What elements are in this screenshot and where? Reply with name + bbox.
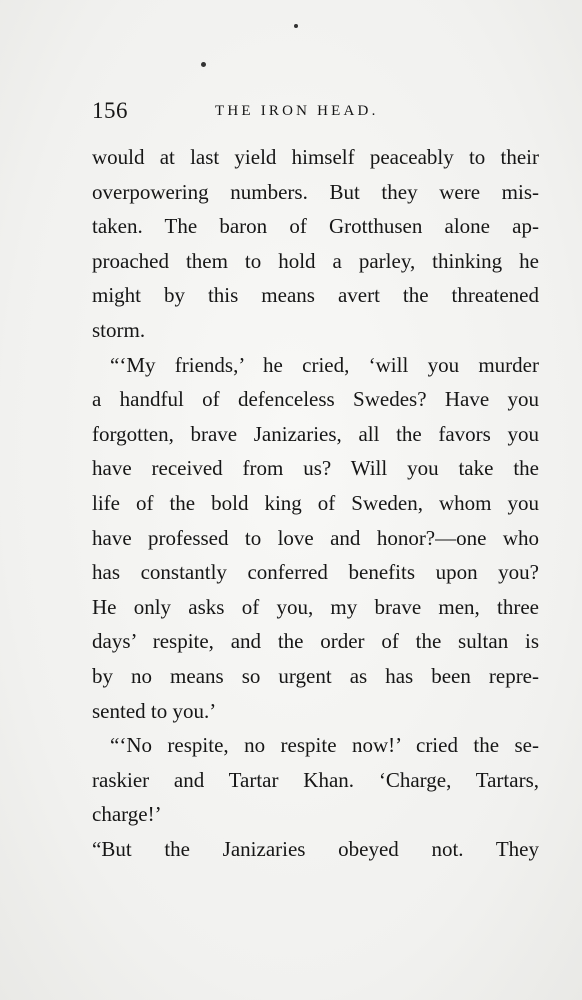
text-line: “‘My friends,’ he cried, ‘will you murder bbox=[110, 352, 539, 377]
text-line: would at last yield himself peaceably to their bbox=[92, 145, 539, 169]
text-line: overpowering numbers. But they were mis- bbox=[92, 179, 539, 204]
text-line: has constantly conferred benefits upon you? bbox=[92, 560, 539, 585]
text-line: days’ respite, and the order of the sultan is bbox=[92, 629, 539, 654]
running-title: THE IRON HEAD. bbox=[215, 103, 379, 119]
text-line: charge!’ bbox=[92, 802, 162, 827]
text-line: raskier and Tartar Khan. ‘Charge, Tartars, bbox=[92, 767, 539, 792]
text-line: by no means so urgent as has been repre- bbox=[92, 663, 539, 688]
running-head bbox=[92, 98, 539, 128]
text-line: “‘No respite, no respite now!’ cried the se- bbox=[110, 733, 539, 758]
text-line: sented to you.’ bbox=[92, 698, 217, 723]
ink-speck bbox=[201, 62, 206, 67]
text-line: He only asks of you, my brave men, three bbox=[92, 594, 539, 619]
text-line: have received from us? Will you take the bbox=[92, 456, 539, 481]
text-line: taken. The baron of Grotthusen alone ap- bbox=[92, 214, 539, 239]
text-line: life of the bold king of Sweden, whom you bbox=[92, 490, 539, 515]
body-text bbox=[92, 140, 539, 866]
text-line: “But the Janizaries obeyed not. They bbox=[92, 836, 539, 861]
ink-speck bbox=[294, 24, 298, 28]
text-line: a handful of defenceless Swedes? Have you bbox=[92, 387, 539, 412]
text-line: proached them to hold a parley, thinking he bbox=[92, 248, 539, 273]
text-line: have professed to love and honor?—one who bbox=[92, 525, 539, 550]
text-line: forgotten, brave Janizaries, all the favors you bbox=[92, 421, 539, 446]
page-number: 156 bbox=[92, 98, 128, 123]
text-line: storm. bbox=[92, 317, 146, 342]
text-line: might by this means avert the threatened bbox=[92, 283, 539, 308]
